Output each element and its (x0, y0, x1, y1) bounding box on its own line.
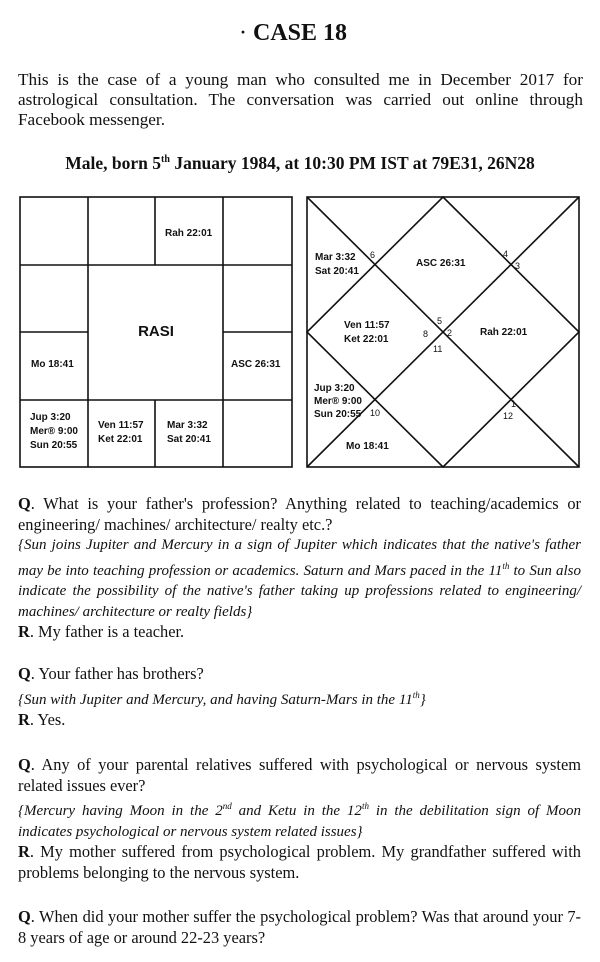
question-1: Q. What is your father's profession? Anything related to teaching/academics or engineering/ machines/ architecture/ realty etc.? (18, 494, 581, 534)
rasi-rah: Rah 22:01 (165, 228, 213, 239)
note-2: {Sun with Jupiter and Mercury, and having Saturn-Mars in the 11th} (18, 689, 426, 708)
house-1: 1 (511, 399, 517, 409)
note-3: {Mercury having Moon in the 2nd and Ketu in the 12th in the debilitation sign of Moon indicates psychological or nervous system related issues} (18, 801, 581, 840)
qa-block-2 (18, 664, 581, 731)
intro-paragraph: This is the case of a young man who consulted me in December 2017 for astrological consultation. The conversation was carried out online through Facebook messenger. (18, 70, 583, 129)
response-1: R. My father is a teacher. (18, 622, 185, 641)
north-chart-grid (307, 197, 579, 467)
house-2: 2 (447, 328, 453, 338)
response-2: R. Yes. (18, 710, 66, 729)
house-6: 6 (370, 250, 376, 260)
house-5: 5 (437, 316, 443, 326)
north-mer: Mer® 9:00 (314, 396, 362, 407)
north-asc: ASC 26:31 (416, 258, 466, 269)
north-ket: Ket 22:01 (344, 334, 389, 345)
rasi-mo: Mo 18:41 (31, 359, 74, 370)
rasi-ven: Ven 11:57 (98, 420, 144, 431)
house-8: 8 (423, 329, 429, 339)
north-chart (306, 196, 580, 468)
qa-block-4 (18, 907, 581, 948)
response-3: R. My mother suffered from psychological problem. My grandfather suffered with problems belonging to the nervous system. (18, 842, 581, 882)
house-12: 12 (503, 411, 514, 421)
rasi-chart (19, 196, 293, 468)
rasi-sat: Sat 20:41 (167, 434, 211, 445)
north-mar: Mar 3:32 (315, 252, 356, 263)
rasi-asc: ASC 26:31 (231, 359, 281, 370)
page-title: · CASE 18 (240, 20, 348, 46)
rasi-ket: Ket 22:01 (98, 434, 143, 445)
north-jup: Jup 3:20 (314, 383, 355, 394)
question-3: Q. Any of your parental relatives suffered with psychological or nervous system related issues ever? (18, 755, 581, 795)
north-ven: Ven 11:57 (344, 320, 390, 331)
qa-block-3 (18, 755, 581, 883)
birth-details: Male, born 5th January 1984, at 10:30 PM IST at 79E31, 26N28 (65, 153, 535, 173)
house-11: 11 (433, 344, 443, 354)
house-4: 4 (503, 249, 509, 259)
north-sat: Sat 20:41 (315, 266, 359, 277)
rasi-mer: Mer® 9:00 (30, 426, 78, 437)
rasi-label: RASI (138, 323, 174, 340)
rasi-mar: Mar 3:32 (167, 420, 208, 431)
north-mo: Mo 18:41 (346, 441, 389, 452)
house-10: 10 (370, 408, 381, 418)
rasi-jup: Jup 3:20 (30, 412, 71, 423)
question-4: Q. When did your mother suffer the psychological problem? Was that around your 7-8 years of age or around 22-23 years? (18, 907, 581, 947)
north-rah: Rah 22:01 (480, 327, 528, 338)
north-sun: Sun 20:55 (314, 409, 362, 420)
question-2: Q. Your father has brothers? (18, 664, 204, 683)
rasi-sun: Sun 20:55 (30, 440, 78, 451)
note-1: {Sun joins Jupiter and Mercury in a sign of Jupiter which indicates that the native's father may be into teaching profession or academics. Saturn and Mars paced in the 11th to Sun also indicate the possibility of the native's father taking up professions related to engineering/ machines/ architecture or realty fields} (18, 537, 581, 620)
house-3: 3 (515, 261, 521, 271)
qa-block-1 (18, 494, 581, 643)
